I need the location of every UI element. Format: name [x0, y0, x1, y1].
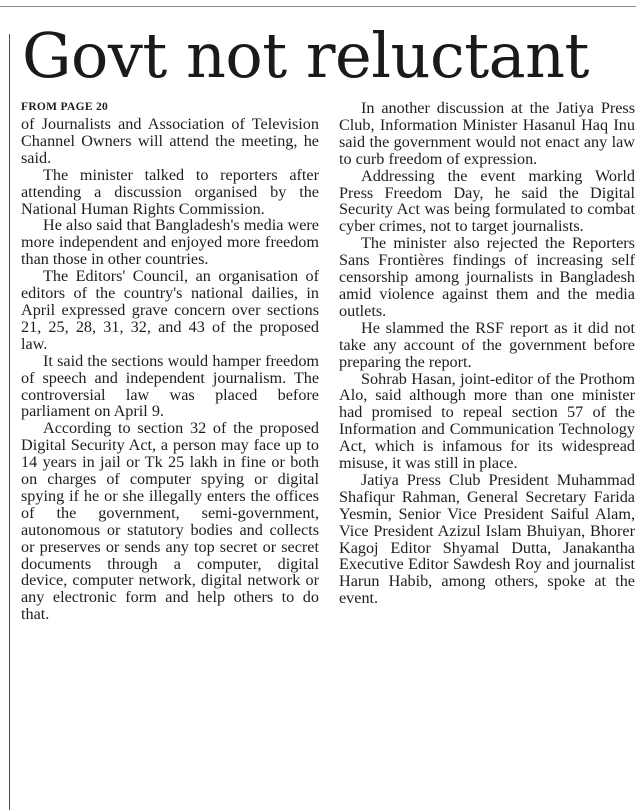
- paragraph: Sohrab Hasan, joint-editor of the Prothom Alo, said although more than one minister had promised to repeal section 57 of the Information and Communication Technology Act, which is infamous for its widespread misuse, it was still in place.: [339, 369, 635, 473]
- paragraph: The minister talked to reporters after attending a discussion organised by the National Human Rights Commission.: [21, 165, 319, 218]
- headline: Govt not reluctant: [22, 19, 589, 92]
- paragraph: The minister also rejected the Reporters Sans Frontières findings of increasing self censorship among journalists in Bangladesh amid violence against them and the media outlets.: [339, 234, 635, 320]
- paragraph: It said the sections would hamper freedom of speech and independent journalism. The controversial law was placed before parliament on April 9.: [21, 351, 319, 421]
- paragraph: Addressing the event marking World Press Freedom Day, he said the Digital Security Act was being formulated to combat cyber crimes, not to target journalists.: [339, 166, 635, 236]
- top-page-rule: [0, 6, 636, 7]
- paragraph: According to section 32 of the proposed Digital Security Act, a person may face up to 14 years in jail or Tk 25 lakh in fine or both on charges of computer spying or digital spying if he or she illegally enters the offices of the government, semi-government, autonomous or statutory bodies and collects or preserves or sends any top secret or secret documents through a computer, digital device, computer network, digital network or any electronic form and help others to do that.: [21, 419, 319, 624]
- column-left-rule: [9, 34, 10, 810]
- paragraph: Jatiya Press Club President Muhammad Shafiqur Rahman, General Secretary Farida Yesmin, Senior Vice President Saiful Alam, Vice President Azizul Islam Bhuiyan, Bhorer Kagoj Editor Shyamal Dutta, Janakantha Executive Editor Sawdesh Roy and journalist Harun Habib, among others, spoke at the event.: [339, 470, 635, 608]
- article-column-left: [21, 100, 319, 623]
- paragraph: He also said that Bangladesh's media were more independent and enjoyed more freedom than those in other countries.: [21, 216, 319, 269]
- paragraph: He slammed the RSF report as it did not take any account of the government before preparing the report.: [339, 318, 635, 371]
- continuation-label: FROM PAGE 20: [21, 101, 109, 113]
- paragraph: In another discussion at the Jatiya Press Club, Information Minister Hasanul Haq Inu said the government would not enact any law to curb freedom of expression.: [339, 99, 635, 168]
- paragraph: The Editors' Council, an organisation of editors of the country's national dailies, in April expressed grave concern over sections 21, 25, 28, 31, 32, and 43 of the proposed law.: [21, 267, 319, 353]
- article-column-right: [339, 100, 635, 607]
- paragraph: of Journalists and Association of Television Channel Owners will attend the meeting, he said.: [21, 115, 319, 167]
